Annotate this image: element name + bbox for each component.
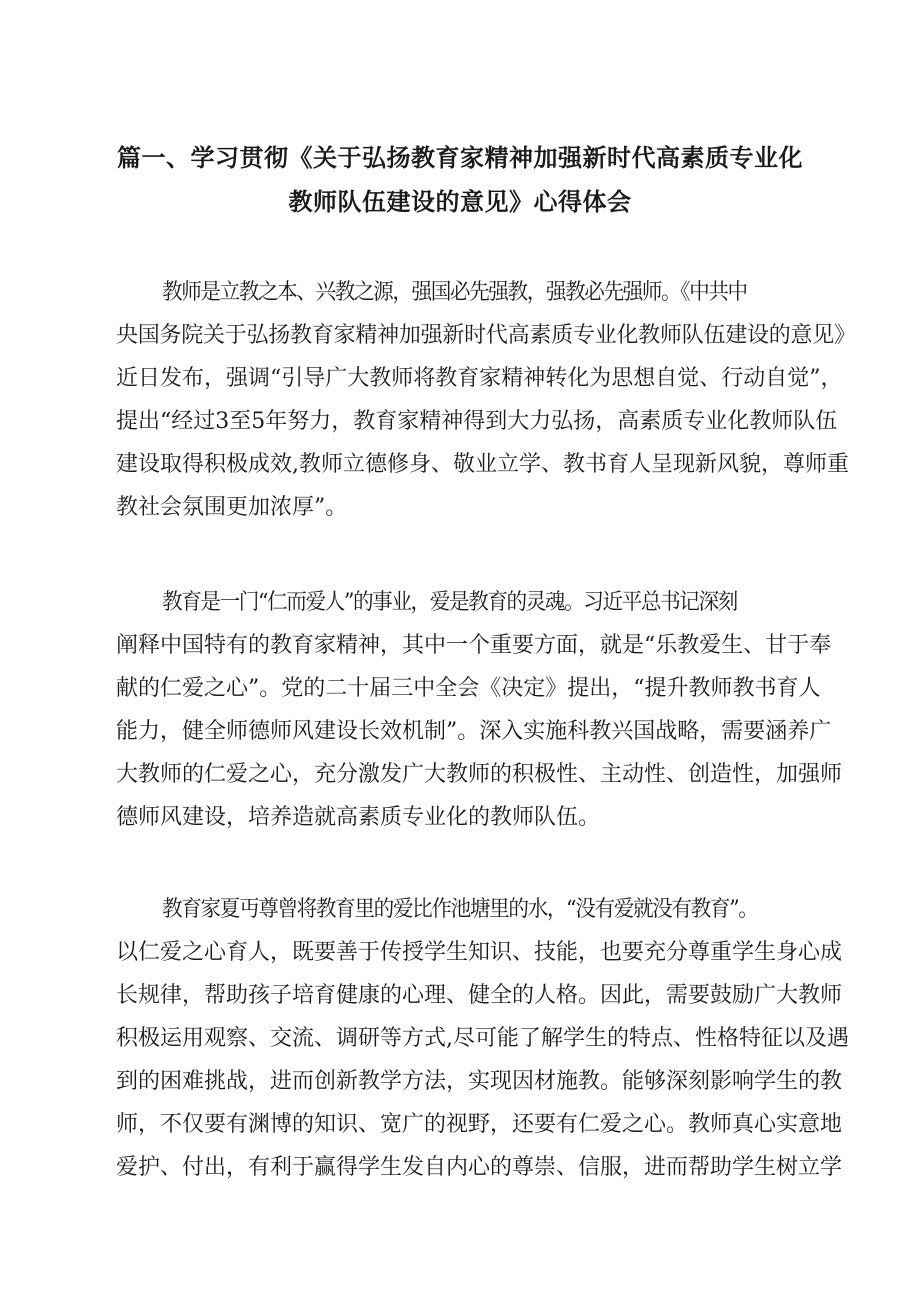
paragraph-line: 长规律，帮助孩子培育健康的心理、健全的人格。因此，需要鼓励广大教师	[116, 983, 843, 1008]
paragraph-line: 提出“经过3至5年努力，教育家精神得到大力弘扬，高素质专业化教师队伍	[116, 409, 838, 434]
paragraph-line: 师，不仅要有渊博的知识、宽广的视野，还要有仁爱之心。教师真心实意地	[116, 1112, 843, 1137]
document-title-line-2: 教师队伍建设的意见》心得体会	[288, 188, 632, 216]
paragraph-line: 到的困难挑战，进而创新教学方法，实现因材施教。能够深刻影响学生的教	[116, 1069, 843, 1094]
paragraph-line: 近日发布，强调“引导广大教师将教育家精神转化为思想自觉、行动自觉”，	[116, 366, 843, 391]
document-title-line-1: 篇一、学习贯彻《关于弘扬教育家精神加强新时代高素质专业化	[117, 144, 803, 172]
paragraph-line: 献的仁爱之心”。党的二十届三中全会《决定》提出，“提升教师教书育人	[116, 676, 821, 701]
paragraph-line: 以仁爱之心育人，既要善于传授学生知识、技能，也要充分尊重学生身心成	[116, 940, 843, 965]
paragraph-line: 阐释中国特有的教育家精神，其中一个重要方面，就是“乐教爱生、甘于奉	[116, 633, 832, 658]
paragraph-line: 积极运用观察、交流、调研等方式,尽可能了解学生的特点、性格特征以及遇	[116, 1026, 849, 1051]
paragraph-line: 教育家夏丏尊曾将教育里的爱比作池塘里的水，“没有爱就没有教育”。	[162, 897, 758, 922]
paragraph-line: 大教师的仁爱之心，充分激发广大教师的积极性、主动性、创造性，加强师	[116, 762, 843, 787]
paragraph-line: 教社会氛围更加浓厚”。	[116, 495, 348, 520]
paragraph-line: 央国务院关于弘扬教育家精神加强新时代高素质专业化教师队伍建设的意见》	[116, 323, 856, 348]
paragraph-line: 德师风建设，培养造就高素质专业化的教师队伍。	[116, 805, 601, 830]
paragraph-line: 教育是一门“仁而爱人”的事业，爱是教育的灵魂。习近平总书记深刻	[162, 590, 737, 615]
paragraph-line: 建设取得积极成效,教师立德修身、敬业立学、教书育人呈现新风貌，尊师重	[116, 452, 849, 477]
paragraph-line: 能力，健全师德师风建设长效机制”。深入实施科教兴国战略，需要涵养广	[116, 719, 832, 744]
paragraph-line: 教师是立教之本、兴教之源，强国必先强教，强教必先强师。《中共中	[162, 280, 747, 305]
paragraph-line: 爱护、付出，有利于赢得学生发自内心的尊崇、信服，进而帮助学生树立学	[116, 1155, 843, 1180]
